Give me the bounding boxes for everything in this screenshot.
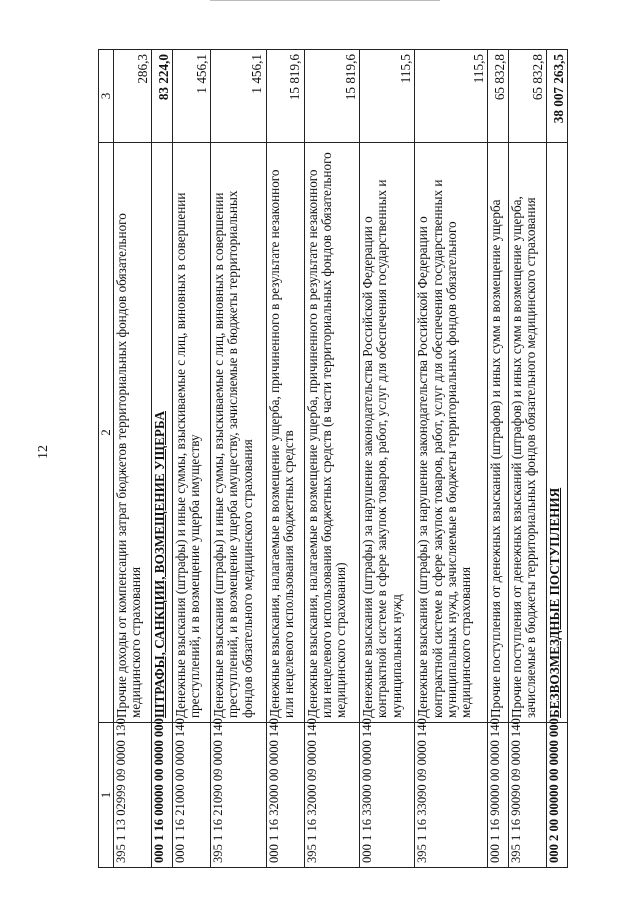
code-cell: 395 1 16 90090 09 0000 140 — [508, 723, 546, 868]
code-cell: 000 1 16 90000 00 0000 140 — [488, 723, 509, 868]
code-cell: 000 1 16 32000 00 0000 140 — [266, 723, 304, 868]
sum-cell: 1 456,1 — [173, 50, 211, 143]
code-cell: 395 1 16 21090 09 0000 140 — [211, 723, 266, 868]
header-column-code: 1 — [99, 723, 114, 868]
name-cell: Прочие поступления от денежных взысканий (штрафов) и иных сумм в возмещение ущерба — [488, 143, 509, 723]
sum-cell: 1 456,1 — [211, 50, 266, 143]
table-row — [114, 50, 152, 868]
sum-cell: 38 007 263,5 — [547, 50, 568, 143]
table-row — [304, 50, 359, 868]
name-cell: Денежные взыскания (штрафы) и иные суммы, взыскиваемые с лиц, виновных в совершении преступлений, и в возмещение ущерба имуществу, зачисляемые в бюджеты территориальных фондов обязательного медицинского страхования — [211, 143, 266, 723]
header-column-sum: 3 — [99, 50, 114, 143]
name-cell: ШТРАФЫ, САНКЦИИ, ВОЗМЕЩЕНИЕ УЩЕРБА — [152, 143, 173, 723]
sum-cell: 115,5 — [415, 50, 488, 143]
budget-revenue-table — [98, 49, 568, 868]
sum-cell: 65 832,8 — [488, 50, 509, 143]
table-row — [508, 50, 546, 868]
name-cell: Денежные взыскания (штрафы) за нарушение законодательства Российской Федерации о контрактной системе в сфере закупок товаров, работ, услуг для обеспечения государственных и муниципальных нужд — [360, 143, 415, 723]
table-row — [173, 50, 211, 868]
budget-table-container — [98, 50, 568, 868]
code-cell: 395 1 13 02999 09 0000 130 — [114, 723, 152, 868]
name-cell: Прочие поступления от денежных взысканий (штрафов) и иных сумм в возмещение ущерба, зачисляемые в бюджеты территориальных фондов обязательного медицинского страхования — [508, 143, 546, 723]
sum-cell: 115,5 — [360, 50, 415, 143]
rotated-table-frame — [98, 50, 568, 868]
code-cell: 000 2 00 00000 00 0000 000 — [547, 723, 568, 868]
table-row — [415, 50, 488, 868]
code-cell: 395 1 16 32000 09 0000 140 — [304, 723, 359, 868]
sum-cell: 15 819,6 — [266, 50, 304, 143]
name-cell: Денежные взыскания, налагаемые в возмещение ущерба, причиненного в результате незаконного или нецелевого использования бюджетных средств — [266, 143, 304, 723]
table-row — [266, 50, 304, 868]
table-row — [360, 50, 415, 868]
page-number: 12 — [36, 445, 51, 459]
table-body — [114, 50, 568, 868]
code-cell: 000 1 16 33000 00 0000 140 — [360, 723, 415, 868]
sum-cell: 83 224,0 — [152, 50, 173, 143]
table-header-row — [99, 50, 114, 868]
header-column-name: 2 — [99, 143, 114, 723]
name-cell: Прочие доходы от компенсации затрат бюджетов территориальных фондов обязательного медицинского страхования — [114, 143, 152, 723]
name-cell: Денежные взыскания (штрафы) за нарушение законодательства Российской Федерации о контрактной системе в сфере закупок товаров, работ, услуг для обеспечения государственных и муниципальных нужд, зачисляемые в бюджеты территориальных фондов обязательного медицинского страхования — [415, 143, 488, 723]
name-cell: Денежные взыскания, налагаемые в возмещение ущерба, причиненного в результате незаконного или нецелевого использования бюджетных средств (в части территориальных фондов обязательного медицинского страхования) — [304, 143, 359, 723]
table-row — [152, 50, 173, 868]
table-row — [547, 50, 568, 868]
name-cell: БЕЗВОЗМЕЗДНЫЕ ПОСТУПЛЕНИЯ — [547, 143, 568, 723]
table-row — [488, 50, 509, 868]
scan-edge-line — [210, 0, 440, 1]
name-cell: Денежные взыскания (штрафы) и иные суммы, взыскиваемые с лиц, виновных в совершении преступлений, и в возмещение ущерба имуществу — [173, 143, 211, 723]
sum-cell: 15 819,6 — [304, 50, 359, 143]
code-cell: 395 1 16 33090 09 0000 140 — [415, 723, 488, 868]
table-row — [211, 50, 266, 868]
sum-cell: 65 832,8 — [508, 50, 546, 143]
code-cell: 000 1 16 21000 00 0000 140 — [173, 723, 211, 868]
code-cell: 000 1 16 00000 00 0000 000 — [152, 723, 173, 868]
sum-cell: 286,3 — [114, 50, 152, 143]
